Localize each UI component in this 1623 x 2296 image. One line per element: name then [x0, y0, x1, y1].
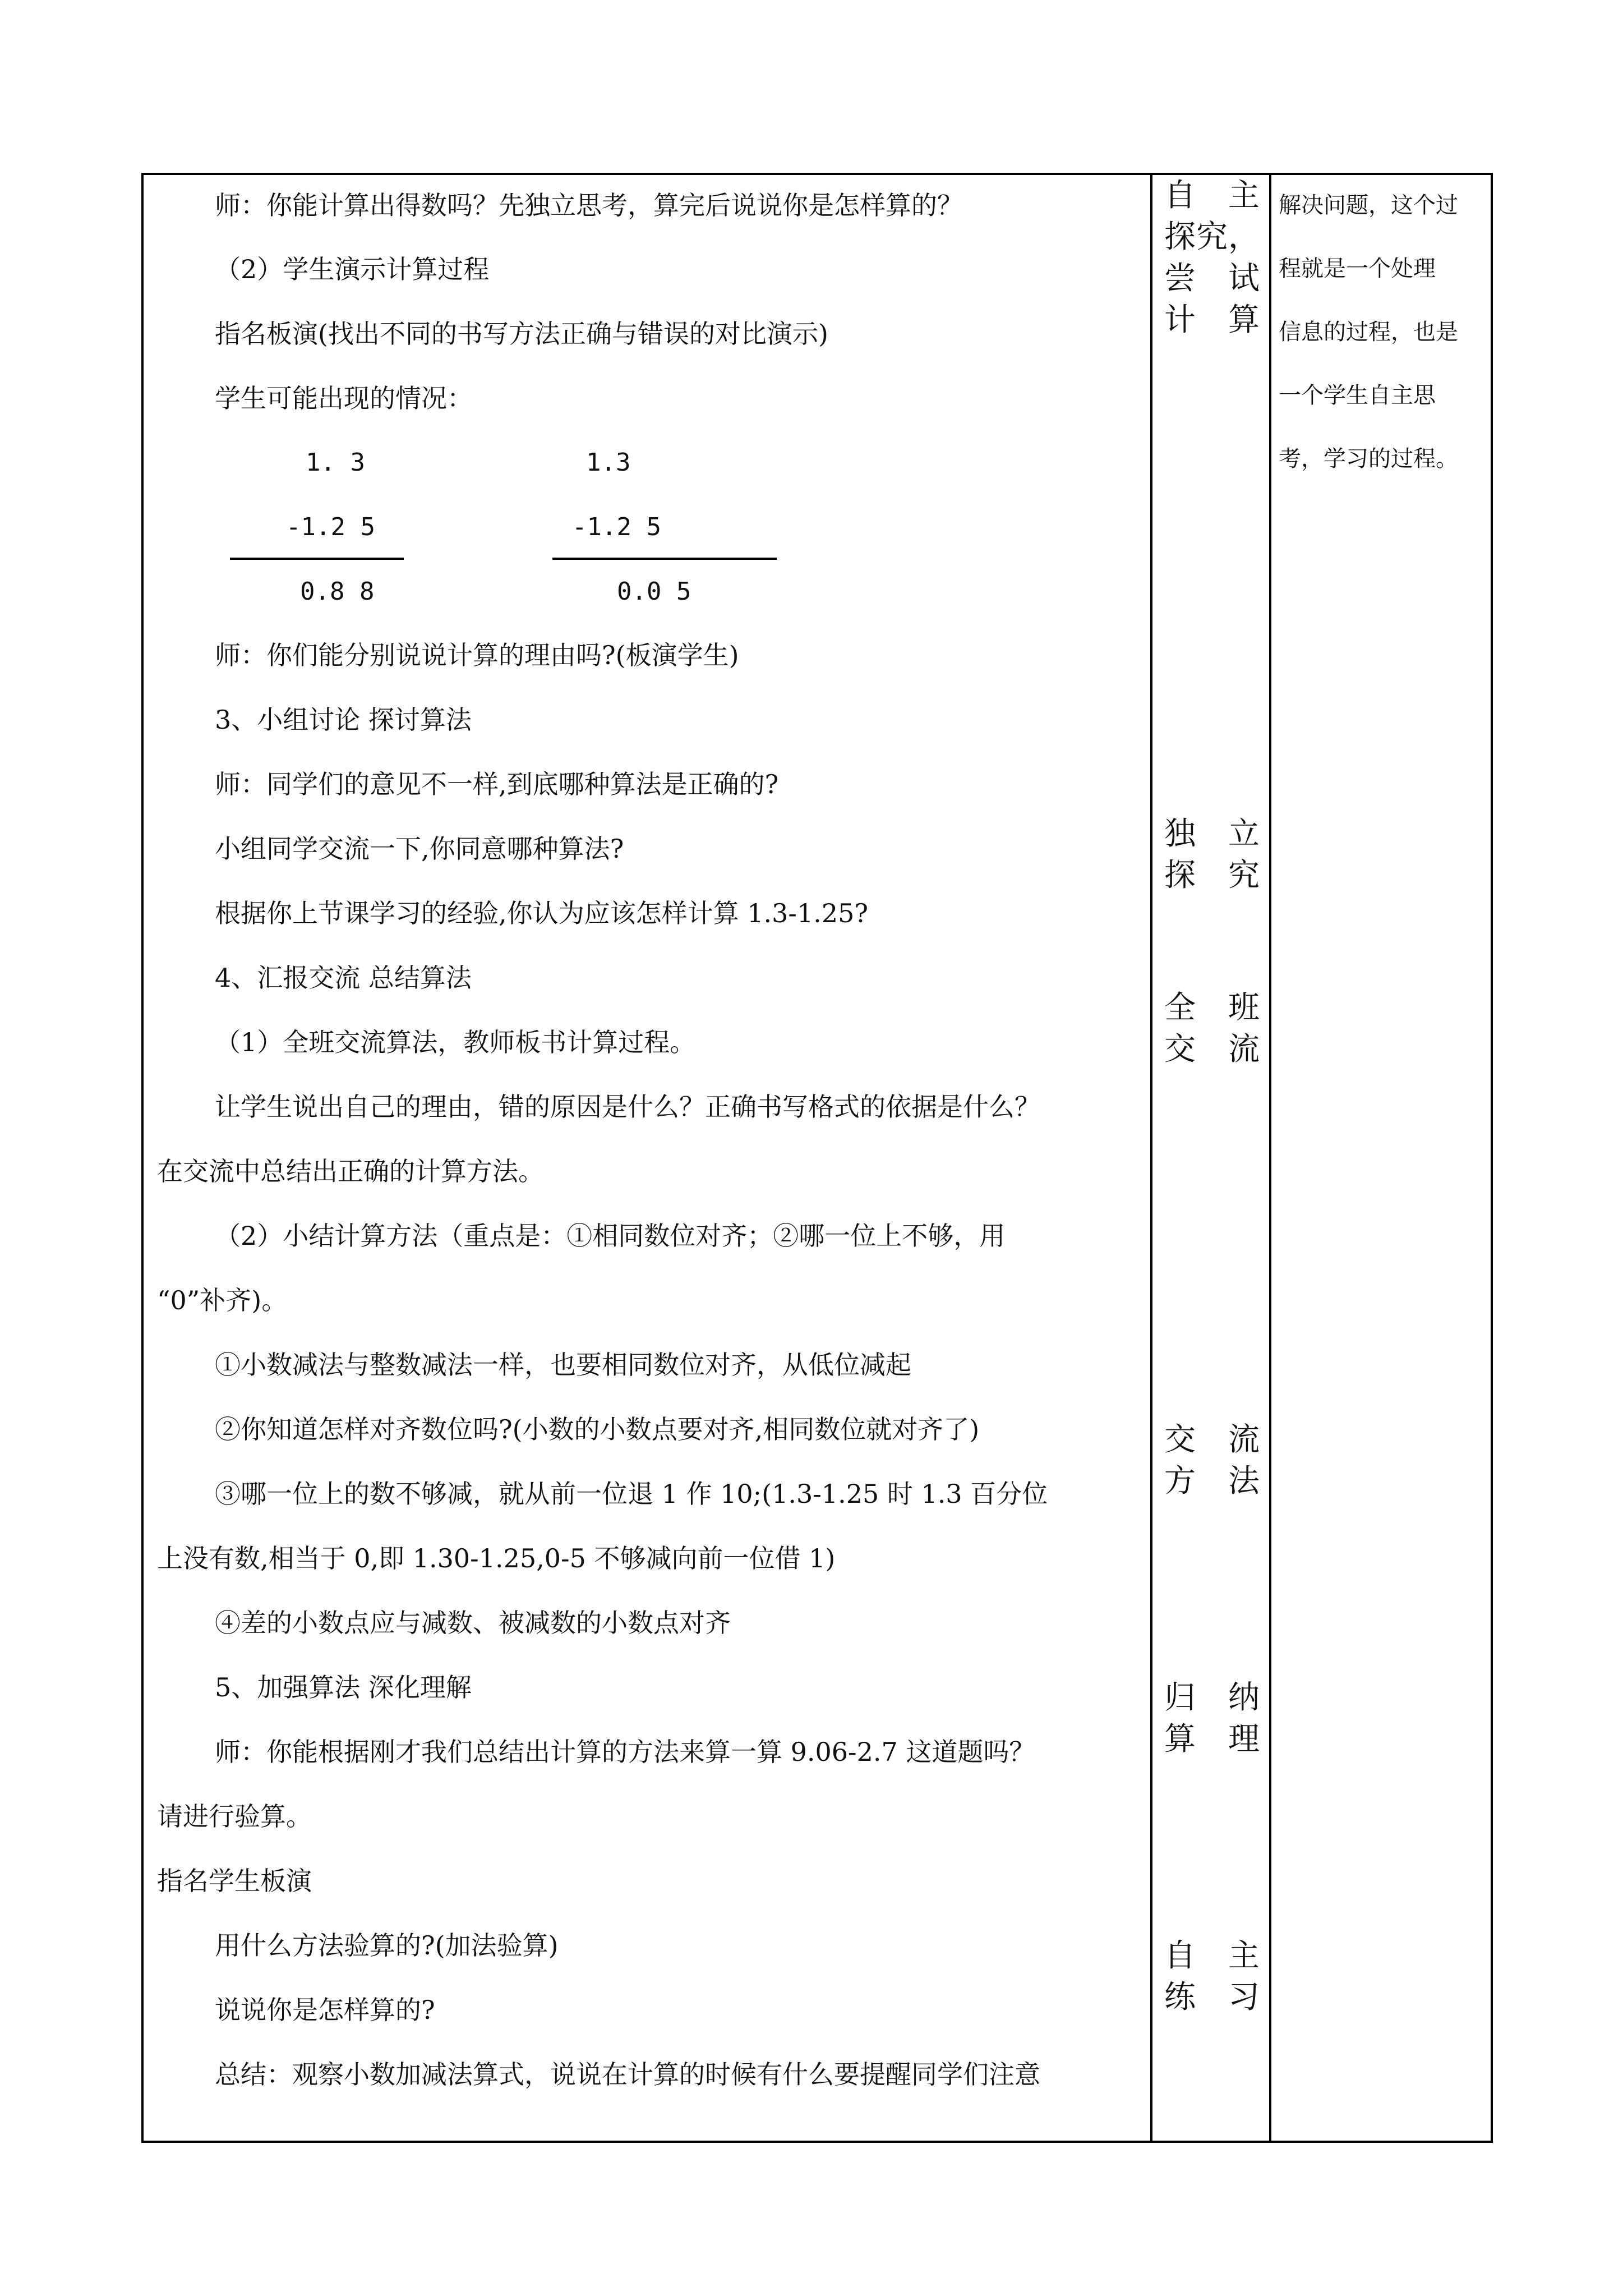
text-line: ②你知道怎样对齐数位吗?(小数的小数点要对齐,相同数位就对齐了)	[215, 1414, 980, 1444]
text-line: 请进行验算。	[157, 1801, 312, 1832]
stage-label	[1164, 1419, 1260, 1502]
calc-a-result: 0.8 8	[300, 577, 375, 606]
design-note-line: 一个学生自主思	[1279, 383, 1436, 408]
text-line: 上没有数,相当于 0,即 1.30-1.25,0-5 不够减向前一位借 1)	[157, 1543, 836, 1573]
calc-b-rule	[552, 558, 777, 560]
design-note	[1279, 174, 1486, 491]
stage-label	[1164, 1677, 1260, 1760]
text-line: 5、加强算法 深化理解	[215, 1672, 472, 1703]
text-line: 3、小组讨论 探讨算法	[215, 705, 472, 735]
stage-label-line: 自 主	[1164, 1938, 1260, 1974]
design-note-line: 考，学习的过程。	[1279, 446, 1458, 472]
stage-label-line: 归纳	[1164, 1680, 1260, 1716]
text-line: 学生可能出现的情况：	[215, 383, 473, 413]
text-line: 师：同学们的意见不一样,到底哪种算法是正确的?	[215, 769, 779, 799]
text-line: 总结：观察小数加减法算式，说说在计算的时候有什么要提醒同学们注意	[215, 2059, 1040, 2090]
text-line: ③哪一位上的数不够减，就从前一位退 1 作 10;(1.3-1.25 时 1.3 百分位	[215, 1479, 1048, 1509]
text-line: 让学生说出自己的理由，错的原因是什么？正确书写格式的依据是什么？	[215, 1092, 1040, 1122]
calc-a-subtrahend: -1.2 5	[286, 513, 375, 541]
calc-b-result: 0.0 5	[617, 577, 691, 606]
calc-b-subtrahend: -1.2 5	[572, 513, 661, 541]
stage-label	[1164, 1935, 1260, 2018]
stage-label-line: 自 主	[1164, 177, 1260, 214]
text-line: 师：你们能分别说说计算的理由吗?(板演学生)	[215, 640, 739, 670]
calc-a-minuend: 1. 3	[306, 448, 365, 477]
stage-label-line: 交 流	[1164, 1031, 1260, 1068]
stage-label-line: 交 流	[1164, 1421, 1260, 1458]
text-line: （2）学生演示计算过程	[215, 254, 490, 284]
text-line: 师：你能计算出得数吗？先独立思考，算完后说说你是怎样算的？	[215, 190, 963, 220]
text-line: 小组同学交流一下,你同意哪种算法?	[215, 834, 624, 864]
text-line: （1）全班交流算法，教师板书计算过程。	[215, 1027, 696, 1057]
calc-b-minuend: 1.3	[586, 448, 631, 477]
column-divider	[1150, 175, 1152, 2141]
text-line: “0”补齐)。	[157, 1285, 288, 1315]
stage-label	[1164, 987, 1260, 1070]
design-note-line: 信息的过程，也是	[1279, 319, 1458, 345]
stage-label-line: 全 班	[1164, 990, 1260, 1026]
text-line: （2）小结计算方法（重点是：①相同数位对齐；②哪一位上不够，用	[215, 1221, 1006, 1251]
text-line: 指名学生板演	[157, 1866, 312, 1896]
stage-label-line: 尝 试	[1164, 260, 1260, 297]
stage-label-line: 独 立	[1164, 816, 1260, 852]
stage-label-line: 探究，	[1164, 219, 1260, 255]
text-line: 在交流中总结出正确的计算方法。	[157, 1156, 544, 1186]
text-line: ①小数减法与整数减法一样，也要相同数位对齐，从低位减起	[215, 1350, 911, 1380]
text-line: ④差的小数点应与减数、被减数的小数点对齐	[215, 1608, 731, 1638]
column-divider	[1269, 175, 1271, 2141]
stage-label	[1164, 175, 1260, 341]
text-line: 用什么方法验算的?(加法验算)	[215, 1930, 559, 1961]
design-note-line: 程就是一个处理	[1279, 256, 1436, 282]
text-line: 说说你是怎样算的?	[215, 1995, 435, 2025]
stage-label-line: 算理	[1164, 1721, 1260, 1757]
text-line: 4、汇报交流 总结算法	[215, 963, 472, 993]
calc-a-rule	[230, 558, 404, 560]
stage-label-line: 方 法	[1164, 1463, 1260, 1499]
text-line: 师：你能根据刚才我们总结出计算的方法来算一算 9.06-2.7 这道题吗？	[215, 1737, 1035, 1767]
stage-label	[1164, 813, 1260, 896]
design-note-line: 解决问题，这个过	[1279, 192, 1458, 218]
text-line: 指名板演(找出不同的书写方法正确与错误的对比演示)	[215, 319, 828, 349]
stage-label-line: 练习	[1164, 1979, 1260, 2016]
stage-label-line: 探 究	[1164, 857, 1260, 894]
text-line: 根据你上节课学习的经验,你认为应该怎样计算 1.3-1.25?	[215, 898, 869, 928]
stage-label-line: 计算	[1164, 302, 1260, 338]
